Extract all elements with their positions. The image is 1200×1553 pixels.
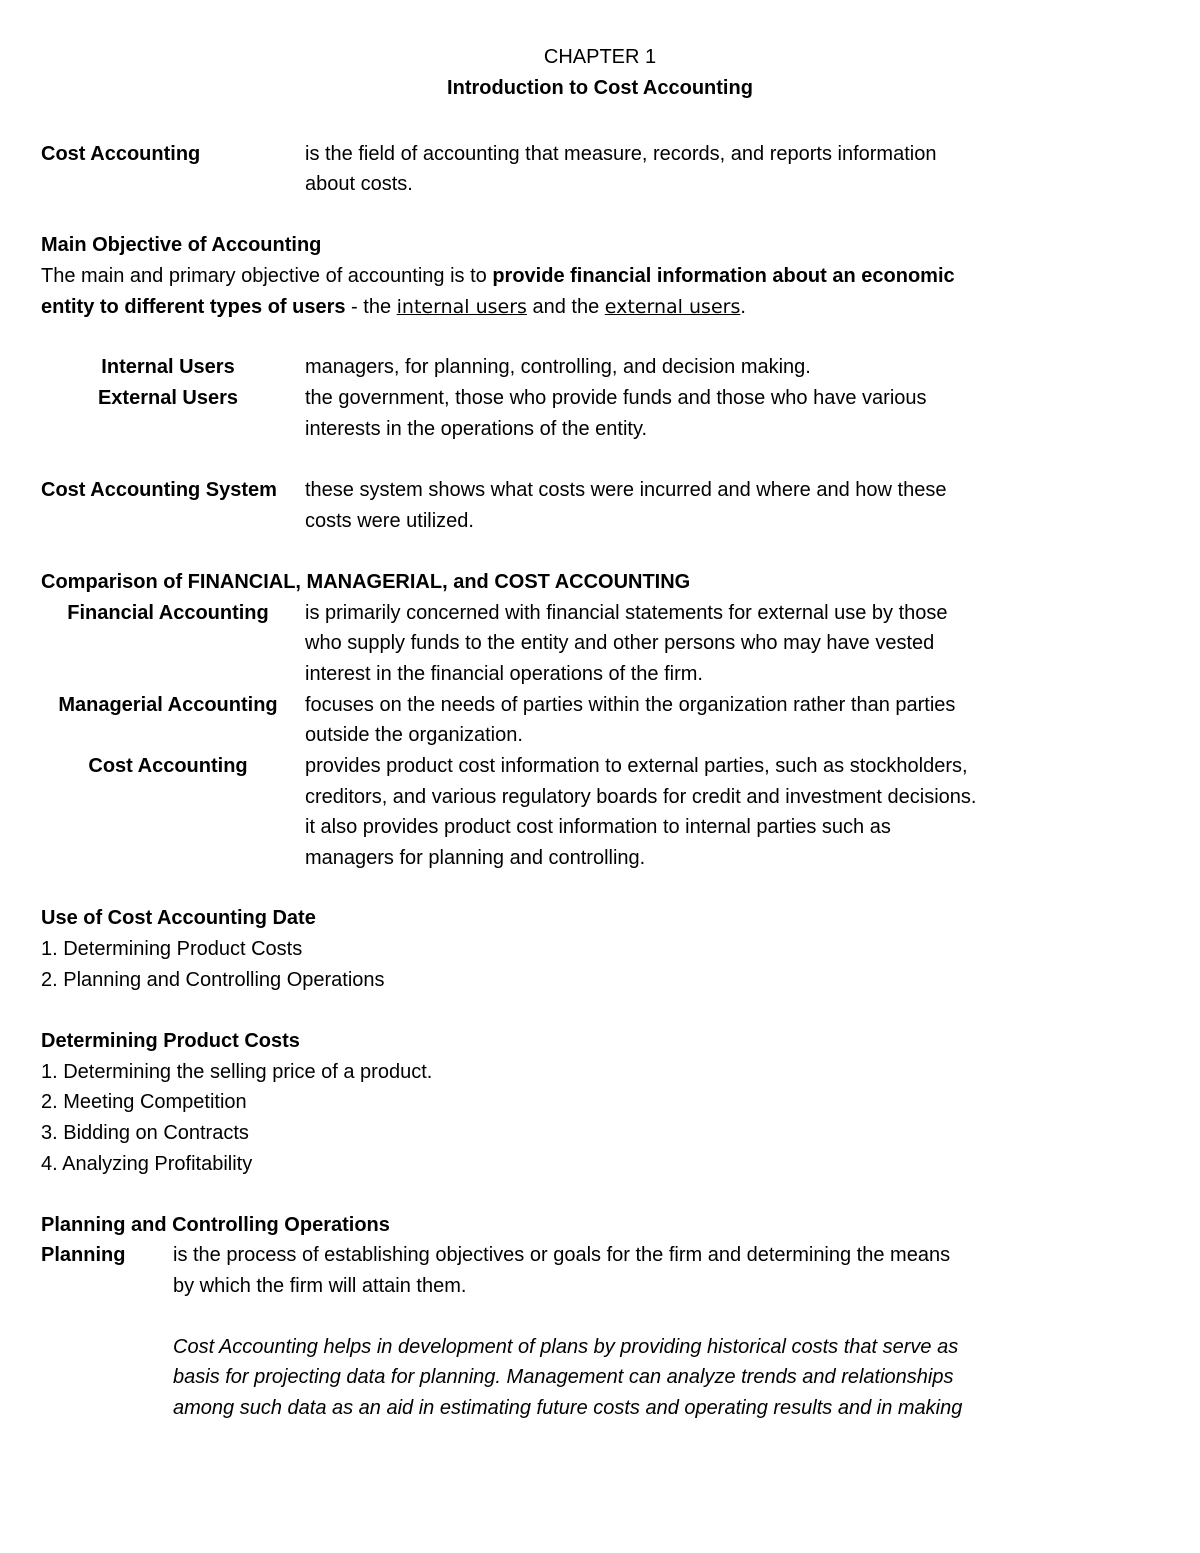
use-of-data-heading: Use of Cost Accounting Date: [41, 907, 316, 929]
main-objective-line-2: [41, 292, 746, 322]
objective-text: and the: [526, 296, 605, 318]
managerial-accounting-line: outside the organization.: [305, 724, 523, 746]
financial-accounting-term: Financial Accounting: [67, 602, 269, 624]
planning-note-line: among such data as an aid in estimating future costs and operating results and in making: [173, 1397, 963, 1419]
system-line: these system shows what costs were incurred and where and how these: [305, 479, 947, 501]
objective-emphasis: provide financial information about an economic: [492, 265, 955, 287]
planning-heading: Planning and Controlling Operations: [41, 1214, 390, 1236]
financial-accounting-line: who supply funds to the entity and other persons who may have vested: [305, 632, 935, 654]
cost-accounting-line: it also provides product cost information to internal parties such as: [305, 816, 891, 838]
planning-note-line: basis for projecting data for planning. Management can analyze trends and relationships: [173, 1366, 954, 1388]
list-item: 2. Planning and Controlling Operations: [41, 969, 385, 991]
cost-accounting-line: creditors, and various regulatory boards for credit and investment decisions.: [305, 786, 977, 808]
list-item: 2. Meeting Competition: [41, 1091, 247, 1113]
cost-accounting-term: Cost Accounting: [88, 755, 248, 777]
chapter-title: Introduction to Cost Accounting: [447, 77, 753, 99]
external-users-link[interactable]: external users: [604, 296, 741, 318]
cost-accounting-line: provides product cost information to external parties, such as stockholders,: [305, 755, 968, 777]
objective-text: The main and primary objective of accounting is to: [41, 265, 493, 287]
managerial-accounting-term: Managerial Accounting: [58, 694, 278, 716]
list-item: 1. Determining Product Costs: [41, 938, 303, 960]
definition-line: about costs.: [305, 173, 413, 195]
external-users-line: interests in the operations of the entity.: [305, 418, 648, 440]
product-costs-heading: Determining Product Costs: [41, 1030, 300, 1052]
list-item: 4. Analyzing Profitability: [41, 1153, 253, 1175]
cost-accounting-line: managers for planning and controlling.: [305, 847, 646, 869]
external-users-term: External Users: [97, 387, 239, 409]
system-line: costs were utilized.: [305, 510, 474, 532]
external-users-line: the government, those who provide funds and those who have various: [305, 387, 927, 409]
planning-line: by which the firm will attain them.: [173, 1275, 467, 1297]
planning-line: is the process of establishing objectives or goals for the firm and determining the means: [173, 1244, 951, 1266]
planning-note-line: Cost Accounting helps in development of plans by providing historical costs that serve as: [173, 1336, 959, 1358]
list-item: 3. Bidding on Contracts: [41, 1122, 249, 1144]
main-objective-line-1: [41, 261, 955, 291]
definition-line: is the field of accounting that measure, records, and reports information: [305, 143, 937, 165]
objective-period: .: [740, 296, 746, 318]
internal-users-link[interactable]: internal users: [396, 296, 527, 318]
planning-term: Planning: [41, 1244, 126, 1266]
internal-users-line: managers, for planning, controlling, and decision making.: [305, 356, 811, 378]
list-item: 1. Determining the selling price of a product.: [41, 1061, 433, 1083]
main-objective-heading: Main Objective of Accounting: [41, 234, 322, 256]
system-term: Cost Accounting System: [41, 479, 277, 501]
managerial-accounting-line: focuses on the needs of parties within the organization rather than parties: [305, 694, 956, 716]
financial-accounting-line: is primarily concerned with financial statements for external use by those: [305, 602, 948, 624]
financial-accounting-line: interest in the financial operations of the firm.: [305, 663, 703, 685]
comparison-heading: Comparison of FINANCIAL, MANAGERIAL, and COST ACCOUNTING: [41, 571, 691, 593]
definition-term: Cost Accounting: [41, 143, 201, 165]
internal-users-term: Internal Users: [101, 356, 235, 378]
chapter-label: CHAPTER 1: [543, 46, 657, 68]
objective-text: - the: [345, 296, 397, 318]
objective-emphasis: entity to different types of users: [41, 296, 346, 318]
